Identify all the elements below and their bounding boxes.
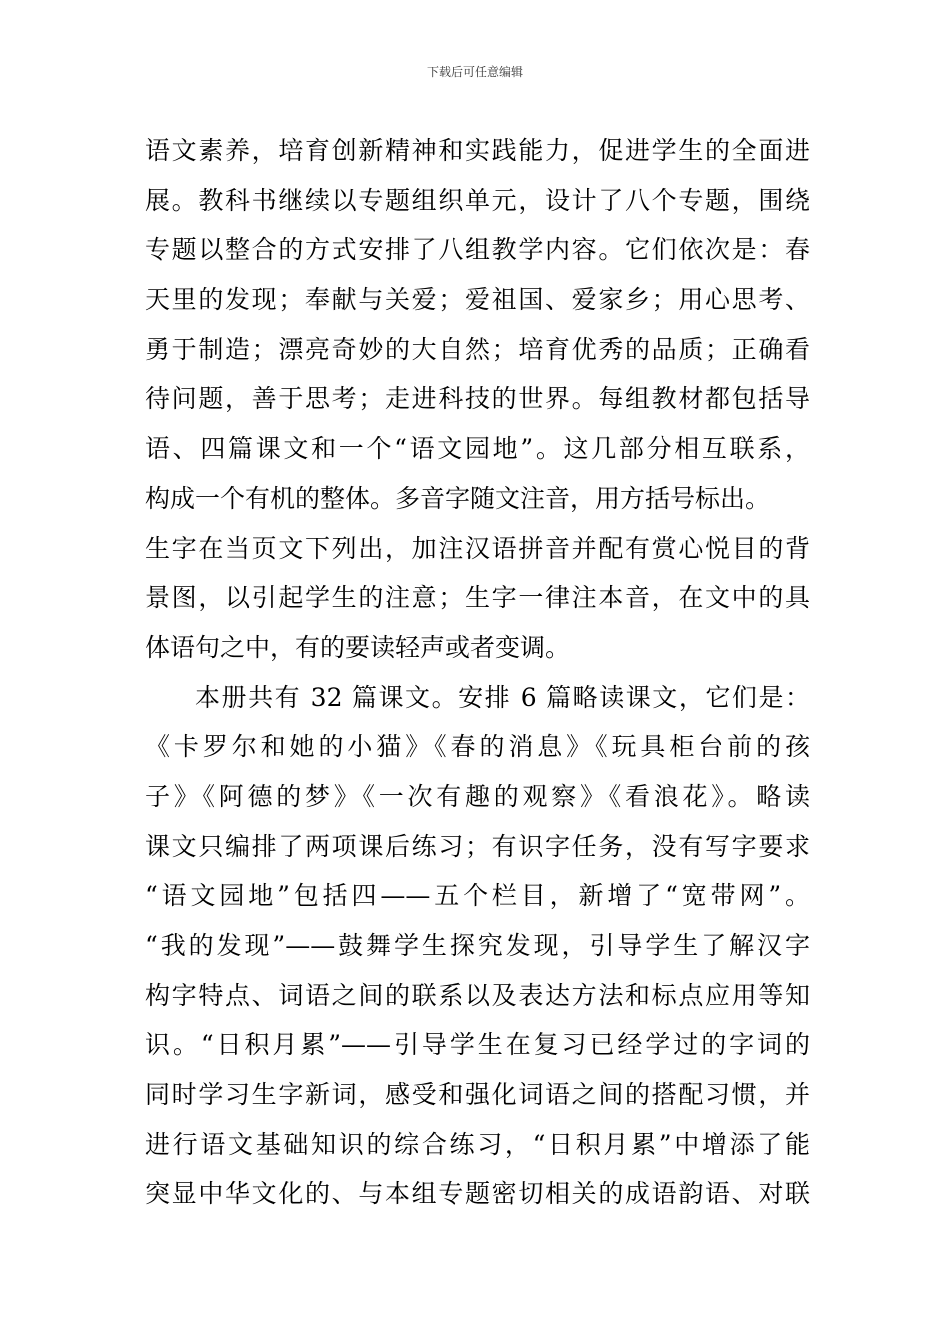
text-line: 本册共有 32 篇课文。安排 6 篇略读课文，它们是：: [195, 682, 810, 712]
text-line: 进行语文基础知识的综合练习，“日积月累”中增添了能: [145, 1129, 810, 1159]
text-line: 构字特点、词语之间的联系以及表达方法和标点应用等知: [145, 980, 810, 1010]
text-line: 突显中华文化的、与本组专题密切相关的成语韵语、对联: [145, 1179, 810, 1209]
text-line: 体语句之中，有的要读轻声或者变调。: [145, 632, 571, 662]
text-line: 语文素养，培育创新精神和实践能力，促进学生的全面进: [145, 136, 810, 165]
text-line: 待问题，善于思考；走进科技的世界。每组教材都包括导: [145, 384, 810, 414]
text-line: “我的发现”——鼓舞学生探究发现，引导学生了解汉字: [145, 931, 810, 960]
page-header: 下载后可任意编辑: [426, 65, 523, 79]
text-line: 同时学习生字新词，感受和强化词语之间的搭配习惯，并: [145, 1080, 810, 1110]
text-line: 专题以整合的方式安排了八组教学内容。它们依次是：春: [145, 235, 810, 265]
text-line: 语、四篇课文和一个“语文园地”。这几部分相互联系，: [145, 434, 810, 464]
text-line: 景图，以引起学生的注意；生字一律注本音，在文中的具: [145, 583, 810, 613]
text-line: 子》《阿德的梦》《一次有趣的观察》《看浪花》。略读: [145, 781, 810, 811]
text-line: 《卡罗尔和她的小猫》《春的消息》《玩具柜台前的孩: [145, 732, 810, 762]
text-line: 课文只编排了两项课后练习；有识字任务，没有写字要求: [145, 831, 810, 861]
document-body: [145, 126, 810, 1219]
text-line: 展。教科书继续以专题组织单元，设计了八个专题，围绕: [145, 185, 810, 215]
text-line: 识。“日积月累”——引导学生在复习已经学过的字词的: [145, 1030, 810, 1060]
text-line: 生字在当页文下列出，加注汉语拼音并配有赏心悦目的背: [145, 533, 810, 563]
text-line: 勇于制造；漂亮奇妙的大自然；培育优秀的品质；正确看: [145, 334, 810, 364]
text-line: “语文园地”包括四——五个栏目，新增了“宽带网”。: [145, 881, 810, 911]
text-line: 天里的发现；奉献与关爱；爱祖国、爱家乡；用心思考、: [145, 285, 810, 315]
text-line: 构成一个有机的整体。多音字随文注音，用方括号标出。: [145, 483, 771, 513]
